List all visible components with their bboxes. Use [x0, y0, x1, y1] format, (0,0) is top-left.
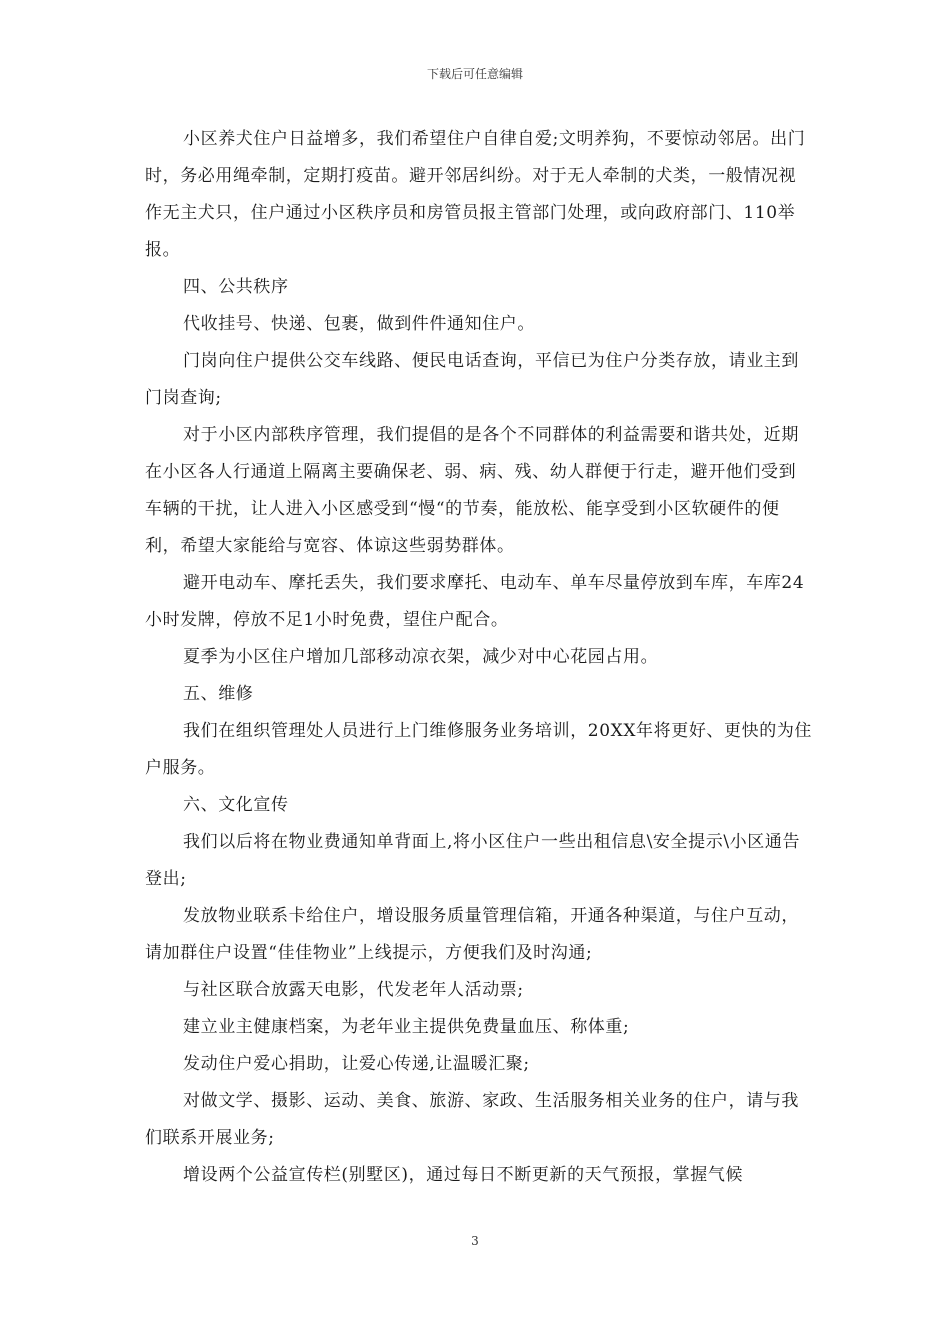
paragraph-bulletin-boards: 增设两个公益宣传栏(别墅区)，通过每日不断更新的天气预报，掌握气候: [183, 1165, 744, 1185]
paragraph-charity: 发动住户爱心捐助，让爱心传递,让温暖汇聚;: [183, 1054, 530, 1074]
paragraph-parcel-collection: 代收挂号、快递、包裹，做到件件通知住户。: [183, 314, 535, 334]
paragraph-health-records: 建立业主健康档案，为老年业主提供免费量血压、称体重;: [183, 1017, 630, 1037]
section-heading-culture: 六、文化宣传: [183, 795, 289, 815]
paragraph-maintenance-training: 我们在组织管理处人员进行上门维修服务业务培训，20XX年将更好、更快的为住户服务。: [145, 721, 813, 778]
paragraph-outdoor-movies: 与社区联合放露天电影，代发老年人活动票;: [183, 980, 524, 1000]
paragraph-pet-policy: 小区养犬住户日益增多，我们希望住户自律自爱;文明养狗，不要惊动邻居。出门时，务必用绳牵制，定期打疫苗。避开邻居纠纷。对于无人牵制的犬类，一般情况视作无主犬只，住户通过小区秩序员和房管员报主管部门处理，或向政府部门、110举报。: [145, 129, 806, 260]
paragraph-gate-services: 门岗向住户提供公交车线路、便民电话查询，平信已为住户分类存放，请业主到门岗查询;: [145, 351, 799, 408]
paragraph-drying-racks: 夏季为小区住户增加几部移动凉衣架，减少对中心花园占用。: [183, 647, 659, 667]
section-heading-maintenance: 五、维修: [183, 684, 254, 704]
paragraph-internal-order: 对于小区内部秩序管理，我们提倡的是各个不同群体的利益需要和谐共处，近期在小区各人行通道上隔离主要确保老、弱、病、残、幼人群便于行走，避开他们受到车辆的干扰，让人进入小区感受到“慢“的节奏，能放松、能享受到小区软硬件的便利，希望大家能给与宽容、体谅这些弱势群体。: [145, 425, 799, 556]
page-number: 3: [471, 1234, 479, 1248]
paragraph-vehicle-parking: 避开电动车、摩托丢失，我们要求摩托、电动车、单车尽量停放到车库，车库24小时发牌，停放不足1小时免费，望住户配合。: [145, 573, 805, 630]
document-body: [145, 121, 813, 1194]
paragraph-notice-printing: 我们以后将在物业费通知单背面上,将小区住户一些出租信息\安全提示\小区通告登出;: [145, 832, 801, 889]
paragraph-resident-business: 对做文学、摄影、运动、美食、旅游、家政、生活服务相关业务的住户，请与我们联系开展业务;: [145, 1091, 799, 1148]
paragraph-contact-cards: 发放物业联系卡给住户，增设服务质量管理信箱，开通各种渠道，与住户互动，请加群住户设置“佳佳物业”上线提示，方便我们及时沟通;: [145, 906, 799, 963]
section-heading-public-order: 四、公共秩序: [183, 277, 289, 297]
page-header: 下载后可任意编辑: [426, 67, 523, 81]
